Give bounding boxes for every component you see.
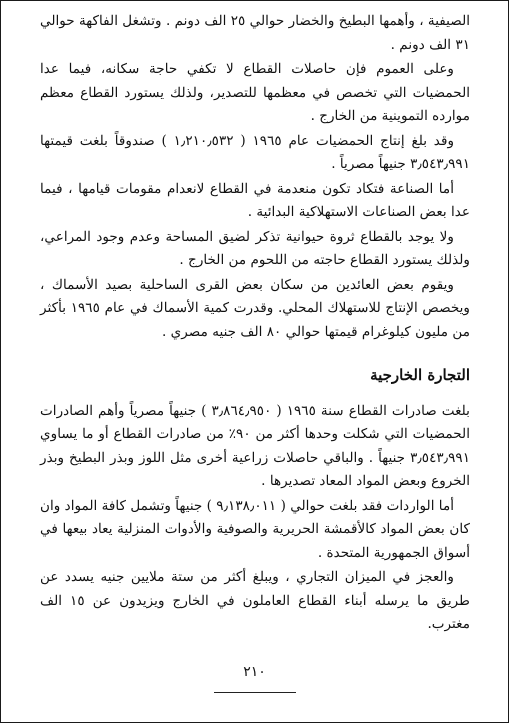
paragraph-crops-summer: الصيفية ، وأهمها البطيخ والخضار حوالي ٢٥ الف دونم . وتشغل الفاكهة حوالي ٣١ الف دونم .: [40, 13, 470, 53]
paragraph-fishing: ويقوم بعض العائدين من سكان بعض القرى الساحلية بصيد الأسماك ، ويخصص الإنتاج للاستهلاك المحلي. وقدرت كمية الأسماك في عام ١٩٦٥ بأكثر من مليون كيلوغرام قيمتها حوالي ٨٠ الف جنيه مصري .: [40, 276, 470, 340]
paragraph-industry: أما الصناعة فتكاد تكون منعدمة في القطاع لانعدام مقومات قيامها ، فيما عدا بعض الصناعات الاستهلاكية البدائية .: [40, 180, 470, 220]
paragraph-sector-produce: وعلى العموم فإن حاصلات القطاع لا تكفي حاجة سكانه، فيما عدا الحمضيات التي تخصص في معظمها للتصدير، ولذلك يستورد القطاع معظم موارده التموينية من الخارج .: [40, 61, 470, 124]
paragraph-trade-deficit: والعجز في الميزان التجاري ، ويبلغ أكثر من ستة ملايين جنيه يسدد عن طريق ما يرسله أبناء القطاع العاملون في الخارج ويزيدون عن ١٥ الف مغترب.: [40, 569, 471, 632]
paragraph-exports: بلغت صادرات القطاع سنة ١٩٦٥ ( ٣٫٨٦٤٫٩٥٠ ) جنيهاً مصرياً وأهم الصادرات الحمضيات التي شكلت وحدها أكثر من ٩٠٪ من صادرات القطاع أو ما يساوي ٣٫٥٤٣٫٩٩١ جنيهاً . والباقي حاصلات زراعية أخرى مثل اللوز وبذر البطيخ وبذر الخروع وبعض المواد المعاد تصديرها .: [40, 402, 470, 489]
page-number: ٢١٠: [243, 664, 266, 680]
paragraph-citrus-production: وقد بلغ إنتاج الحمضيات عام ١٩٦٥ ( ١٫٢١٠٫٥٣٢ ) صندوقاً بلغت قيمتها ٣٫٥٤٣٫٩٩١ جنيهاً مصرياً .: [40, 132, 470, 172]
footer-divider: [214, 692, 296, 693]
paragraph-livestock: ولا يوجد بالقطاع ثروة حيوانية تذكر لضيق المساحة وعدم وجود المراعي، ولذلك يستورد القطاع حاجته من اللحوم من الخارج .: [40, 228, 470, 268]
paragraph-imports: أما الواردات فقد بلغت حوالي ( ٩٫١٣٨٫٠١١ ) جنيهاً وتشمل كافة المواد وان كان بعض المواد كالأقمشة الحريرية والصوفية والأدوات المنزلية يعاد بيعها في أسواق الجمهورية المتحدة .: [40, 497, 470, 561]
document-body: [40, 10, 470, 638]
section-heading-foreign-trade: التجارة الخارجية: [370, 366, 470, 384]
